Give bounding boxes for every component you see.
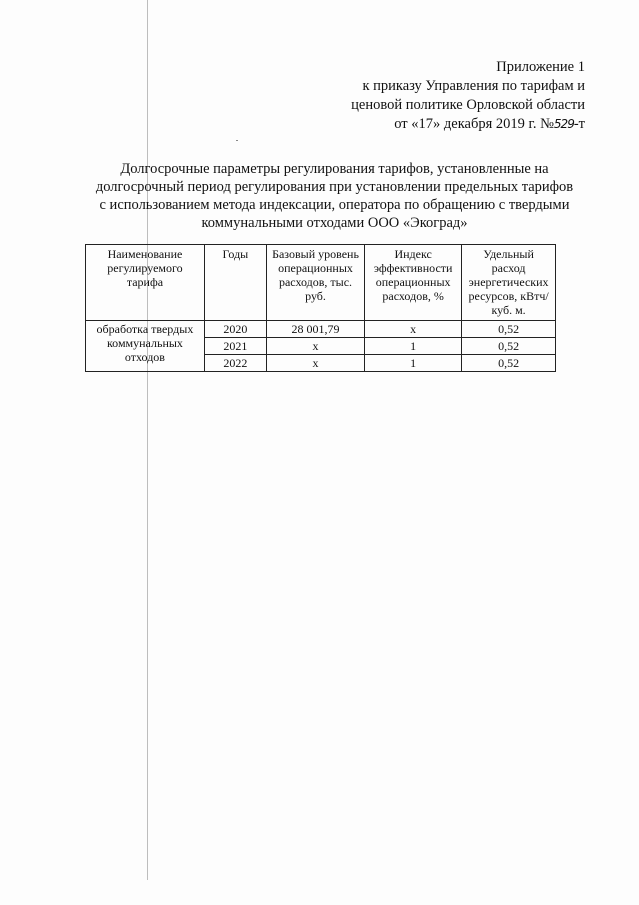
appendix-line-1: Приложение 1 bbox=[496, 59, 585, 75]
title-line-3: с использованием метода индексации, оператора по обращению с твердыми bbox=[99, 197, 570, 213]
specific-consumption-cell: 0,52 bbox=[462, 338, 556, 355]
header-tariff-name: Наименование регулируемого тарифа bbox=[86, 245, 205, 321]
table-header-row bbox=[86, 245, 556, 321]
title-line-1: Долгосрочные параметры регулирования тарифов, установленные на bbox=[120, 161, 549, 177]
appendix-line-4 bbox=[351, 115, 585, 134]
header-years: Годы bbox=[204, 245, 266, 321]
year-cell: 2021 bbox=[204, 338, 266, 355]
specific-consumption-cell: 0,52 bbox=[462, 355, 556, 372]
tariff-name-cell: обработка твердых коммунальных отходов bbox=[86, 321, 205, 372]
base-level-cell: 28 001,79 bbox=[266, 321, 364, 338]
document-title bbox=[82, 160, 587, 232]
year-cell: 2022 bbox=[204, 355, 266, 372]
title-line-2: долгосрочный период регулирования при установлении предельных тарифов bbox=[95, 179, 574, 195]
year-cell: 2020 bbox=[204, 321, 266, 338]
header-base-level: Базовый уровень операционных расходов, тыс. руб. bbox=[266, 245, 364, 321]
efficiency-index-cell: х bbox=[365, 321, 462, 338]
tariff-parameters-table bbox=[85, 244, 556, 372]
efficiency-index-cell: 1 bbox=[365, 355, 462, 372]
header-efficiency-index: Индекс эффективности операционных расходов, % bbox=[365, 245, 462, 321]
appendix-line-2: к приказу Управления по тарифам и bbox=[362, 78, 585, 94]
table-row bbox=[86, 321, 556, 338]
base-level-cell: х bbox=[266, 338, 364, 355]
efficiency-index-cell: 1 bbox=[365, 338, 462, 355]
appendix-header bbox=[351, 58, 585, 134]
appendix-line-3: ценовой политике Орловской области bbox=[351, 97, 585, 113]
order-suffix: -т bbox=[573, 116, 585, 132]
scan-artifact-line bbox=[147, 0, 148, 880]
scan-speck bbox=[236, 140, 238, 141]
title-line-4: коммунальными отходами ООО «Экоград» bbox=[201, 215, 468, 231]
base-level-cell: х bbox=[266, 355, 364, 372]
specific-consumption-cell: 0,52 bbox=[462, 321, 556, 338]
header-specific-consumption: Удельный расход энергетических ресурсов, кВтч/куб. м. bbox=[462, 245, 556, 321]
order-number-handwritten: 529 bbox=[553, 117, 574, 131]
order-date: от «17» декабря 2019 г. № bbox=[394, 116, 554, 132]
